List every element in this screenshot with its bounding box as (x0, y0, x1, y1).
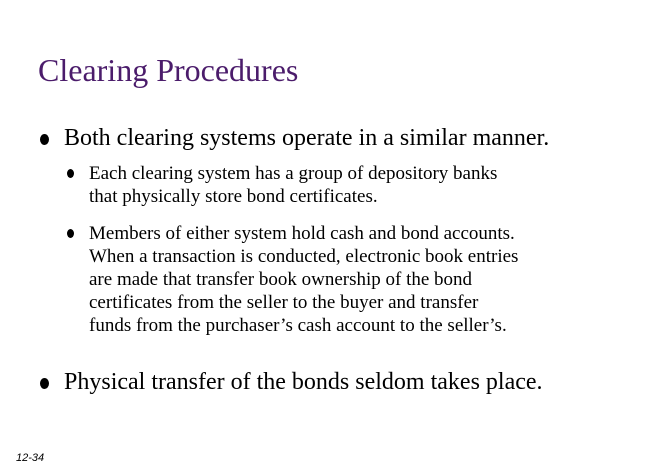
text-line: that physically store bond certificates. (89, 186, 378, 207)
text-line: are made that transfer book ownership of the bond (89, 269, 473, 290)
text-line: When a transaction is conducted, electronic book entries (89, 246, 519, 267)
bullet-text: Both clearing systems operate in a similar manner. (64, 125, 550, 151)
sub-bullet-icon (67, 229, 74, 238)
sub-bullet-icon (67, 169, 74, 178)
slide-number: 12-34 (16, 452, 45, 464)
sub-bullet-text (89, 222, 629, 337)
bullet-text: Physical transfer of the bonds seldom takes place. (64, 369, 543, 395)
sub-bullet-text (89, 162, 629, 208)
text-line: Members of either system hold cash and bond accounts. (89, 223, 515, 244)
text-line: certificates from the seller to the buyer and transfer (89, 292, 479, 313)
text-line: Each clearing system has a group of depository banks (89, 163, 498, 184)
slide-title: Clearing Procedures (38, 52, 299, 88)
bullet-icon (40, 378, 49, 389)
text-line: funds from the purchaser’s cash account to the seller’s. (89, 315, 507, 336)
bullet-icon (40, 134, 49, 145)
